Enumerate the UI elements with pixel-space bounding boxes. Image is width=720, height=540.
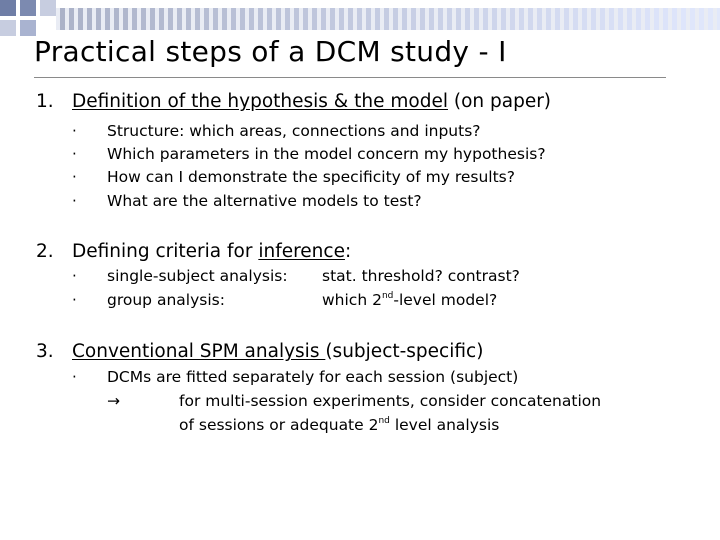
- deco-stripe: [213, 8, 218, 30]
- section-2-heading-underlined: inference: [258, 241, 345, 262]
- bullet-dot: ·: [72, 368, 77, 386]
- deco-stripe: [159, 8, 164, 30]
- section-1-bullet: Which parameters in the model concern my hypothesis?: [107, 145, 546, 163]
- slide-title: Practical steps of a DCM study - I: [34, 35, 507, 68]
- deco-stripe: [294, 8, 299, 30]
- deco-stripe: [321, 8, 326, 30]
- deco-stripe: [105, 8, 110, 30]
- section-3-number: 3.: [36, 341, 54, 362]
- deco-stripe: [186, 8, 191, 30]
- value-superscript: nd: [381, 291, 394, 301]
- deco-stripe: [564, 8, 569, 30]
- bullet-dot: ·: [72, 122, 77, 140]
- deco-stripe: [681, 8, 686, 30]
- deco-stripe: [69, 8, 74, 30]
- deco-stripe: [150, 8, 155, 30]
- arrow-line-2-superscript: nd: [378, 416, 390, 426]
- deco-stripe: [699, 8, 704, 30]
- deco-stripe: [456, 8, 461, 30]
- deco-stripe: [429, 8, 434, 30]
- deco-stripe: [330, 8, 335, 30]
- deco-stripe: [240, 8, 245, 30]
- deco-stripe: [708, 8, 713, 30]
- bullet-dot: ·: [72, 267, 77, 285]
- section-1-heading-rest: (on paper): [447, 91, 552, 112]
- deco-stripe: [537, 8, 542, 30]
- deco-stripe: [510, 8, 515, 30]
- deco-stripe: [591, 8, 596, 30]
- arrow-icon: →: [107, 392, 120, 410]
- section-2-heading: [72, 240, 351, 264]
- deco-stripe: [204, 8, 209, 30]
- deco-stripe: [348, 8, 353, 30]
- deco-stripe: [195, 8, 200, 30]
- deco-stripe: [402, 8, 407, 30]
- deco-stripe: [447, 8, 452, 30]
- deco-stripe: [474, 8, 479, 30]
- deco-stripe: [519, 8, 524, 30]
- bullet-dot: ·: [72, 192, 77, 210]
- deco-stripe: [618, 8, 623, 30]
- section-1-heading-underlined: Definition of the hypothesis & the model: [72, 91, 448, 112]
- deco-stripe: [60, 8, 65, 30]
- deco-stripe: [222, 8, 227, 30]
- section-3-arrow-line-2: [179, 414, 499, 436]
- deco-stripe: [177, 8, 182, 30]
- deco-stripe: [96, 8, 101, 30]
- deco-stripe: [141, 8, 146, 30]
- deco-stripe: [168, 8, 173, 30]
- deco-stripe: [528, 8, 533, 30]
- deco-stripe: [420, 8, 425, 30]
- section-1-bullet: What are the alternative models to test?: [107, 192, 422, 210]
- deco-stripe: [465, 8, 470, 30]
- section-2-bullet-label: group analysis:: [107, 291, 225, 309]
- deco-stripe: [357, 8, 362, 30]
- deco-stripe: [384, 8, 389, 30]
- deco-stripe: [123, 8, 128, 30]
- deco-stripe: [132, 8, 137, 30]
- arrow-line-2-suffix: level analysis: [389, 416, 500, 434]
- section-2-number: 2.: [36, 241, 54, 262]
- deco-stripe: [483, 8, 488, 30]
- deco-stripe: [438, 8, 443, 30]
- section-2-heading-suffix: :: [344, 241, 352, 262]
- section-2-bullet-value: stat. threshold? contrast?: [322, 267, 520, 285]
- deco-square: [20, 0, 36, 16]
- deco-stripe: [366, 8, 371, 30]
- section-2-bullet-label: single-subject analysis:: [107, 267, 288, 285]
- section-1-heading: [72, 90, 551, 114]
- deco-stripe: [582, 8, 587, 30]
- deco-stripe: [501, 8, 506, 30]
- section-1-bullet: How can I demonstrate the specificity of my results?: [107, 168, 515, 186]
- section-1-bullet: Structure: which areas, connections and inputs?: [107, 122, 481, 140]
- deco-stripe: [546, 8, 551, 30]
- section-3-arrow-line-1: for multi-session experiments, consider concatenation: [179, 392, 602, 410]
- section-3-heading-rest: (subject-specific): [325, 341, 484, 362]
- deco-stripe: [375, 8, 380, 30]
- deco-stripe: [285, 8, 290, 30]
- bullet-dot: ·: [72, 168, 77, 186]
- deco-stripe: [672, 8, 677, 30]
- deco-stripe: [78, 8, 83, 30]
- deco-stripe: [555, 8, 560, 30]
- deco-stripe: [258, 8, 263, 30]
- section-1-number: 1.: [36, 91, 54, 112]
- deco-square: [0, 0, 16, 16]
- bullet-dot: ·: [72, 291, 77, 309]
- deco-stripe: [627, 8, 632, 30]
- deco-square: [40, 0, 56, 16]
- deco-stripe: [600, 8, 605, 30]
- section-3-heading-underlined: Conventional SPM analysis: [72, 341, 326, 362]
- section-3-bullet: DCMs are fitted separately for each session (subject): [107, 368, 519, 386]
- section-3-heading: [72, 340, 483, 364]
- arrow-line-2-prefix: of sessions or adequate 2: [179, 416, 379, 434]
- deco-stripe: [267, 8, 272, 30]
- deco-stripe: [393, 8, 398, 30]
- deco-stripe: [276, 8, 281, 30]
- deco-stripe: [663, 8, 668, 30]
- deco-stripe: [573, 8, 578, 30]
- title-divider: [34, 77, 666, 78]
- deco-stripe: [690, 8, 695, 30]
- bullet-dot: ·: [72, 145, 77, 163]
- deco-stripe: [609, 8, 614, 30]
- section-2-bullet-value: [322, 289, 497, 311]
- deco-stripe: [645, 8, 650, 30]
- value-prefix: which 2: [322, 291, 382, 309]
- deco-stripe: [636, 8, 641, 30]
- deco-stripe: [339, 8, 344, 30]
- deco-stripe: [249, 8, 254, 30]
- deco-stripe: [114, 8, 119, 30]
- section-2-heading-prefix: Defining criteria for: [72, 241, 259, 262]
- deco-stripe: [411, 8, 416, 30]
- deco-stripe: [303, 8, 308, 30]
- deco-square: [0, 20, 16, 36]
- deco-stripe: [492, 8, 497, 30]
- value-suffix: -level model?: [393, 291, 498, 309]
- deco-stripe: [312, 8, 317, 30]
- deco-stripe: [654, 8, 659, 30]
- deco-stripe: [87, 8, 92, 30]
- deco-stripe: [231, 8, 236, 30]
